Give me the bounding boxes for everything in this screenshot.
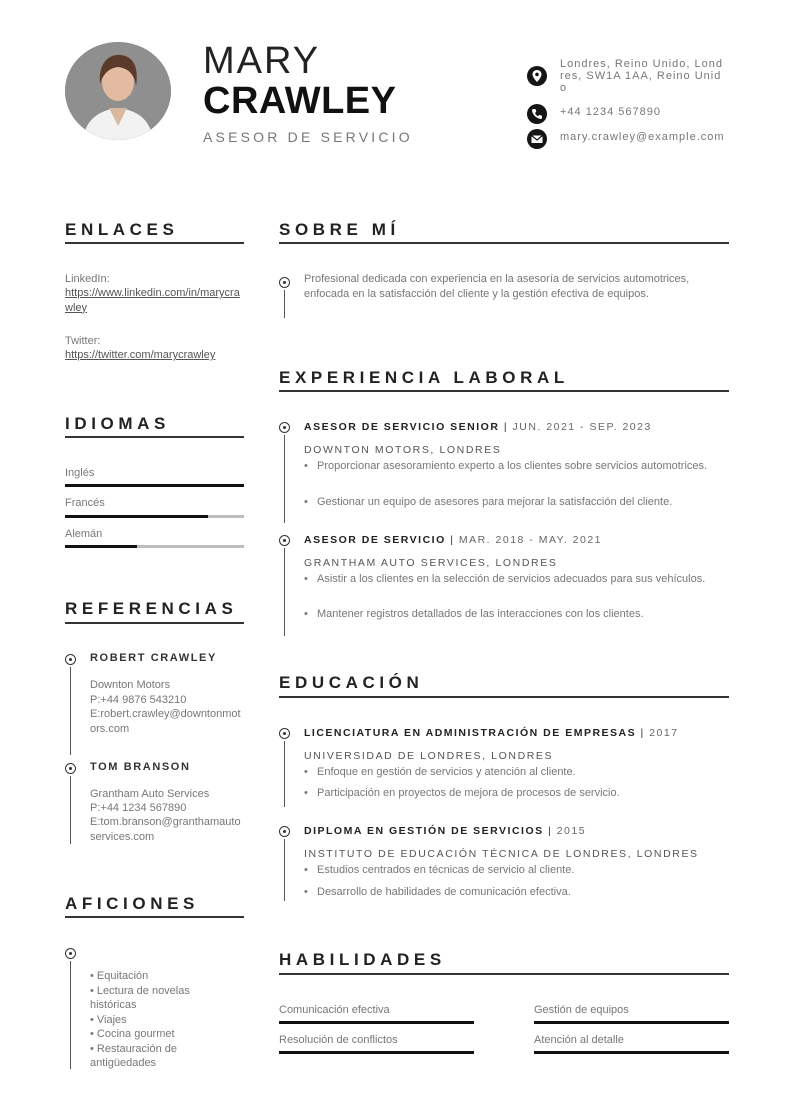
last-name: CRAWLEY [203,80,397,122]
job-bullet-text: Mantener registros detallados de las interacciones con los clientes. [317,608,644,620]
timeline-line [284,548,285,636]
portrait-image [65,42,171,140]
email-text: mary.crawley@example.com [560,131,725,143]
job-bullet: • Mantener registros detallados de las interacciones con los clientes. [304,608,644,620]
hobby-item: • Equitación [90,970,149,982]
timeline-dot [279,826,290,837]
reference-email: E:tom.branson@granthamautoservices.com [90,816,241,843]
education-year: 2015 [556,825,587,837]
job-separator: | [503,421,509,433]
hobby-item: • Cocina gourmet [90,1028,175,1040]
reference-email: E:robert.crawley@downtonmotors.com [90,708,241,735]
languages-divider [65,436,244,438]
skill-name: Comunicación efectiva [279,1004,390,1016]
address-text: Londres, Reino Unido, Londres, SW1A 1AA, Reino Unido [560,58,723,94]
education-bullet-text: Estudios centrados en técnicas de servicio al cliente. [317,864,575,876]
education-bullet-text: Enfoque en gestión de servicios y atención al cliente. [317,766,576,778]
reference-name: TOM BRANSON [90,761,191,773]
job-bullet: • Gestionar un equipo de asesores para mejorar la satisfacción del cliente. [304,496,673,508]
job-bullet: • Asistir a los clientes en la selección de servicios adecuados para sus vehículos. [304,573,706,585]
linkedin-label: LinkedIn: [65,273,110,285]
language-bar-fill [65,545,137,548]
job-role: ASESOR DE SERVICIO SENIOR [304,421,500,433]
education-bullet: • Enfoque en gestión de servicios y atención al cliente. [304,766,576,778]
references-section-title: REFERENCIAS [65,599,238,618]
timeline-dot [279,535,290,546]
phone-icon [527,104,547,124]
linkedin-link[interactable]: https://www.linkedin.com/in/marycrawley [65,287,240,314]
language-name: Alemán [65,528,103,540]
twitter-label: Twitter: [65,335,101,347]
reference-name: ROBERT CRAWLEY [90,652,217,664]
job-separator: | [450,534,455,546]
profile-photo [65,42,171,140]
education-school: INSTITUTO DE EDUCACIÓN TÉCNICA DE LONDRES, LONDRES [304,848,699,860]
skill-name: Resolución de conflictos [279,1034,398,1046]
links-divider [65,242,244,244]
about-section-title: SOBRE MÍ [279,220,400,239]
job-bullet-text: Asistir a los clientes en la selección de servicios adecuados para sus vehículos. [317,573,706,585]
education-bullet-text: Desarrollo de habilidades de comunicación efectiva. [317,886,571,898]
skill-bar-fill [534,1021,729,1024]
language-bar-fill [65,515,208,518]
links-section-title: ENLACES [65,220,179,239]
timeline-line [70,961,71,1069]
timeline-dot [65,654,76,665]
language-bar-fill [65,484,244,487]
education-bullet: • Estudios centrados en técnicas de servicio al cliente. [304,864,575,876]
experience-section-title: EXPERIENCIA LABORAL [279,368,569,387]
education-year: 2017 [649,727,679,739]
skills-section-title: HABILIDADES [279,950,446,969]
twitter-link[interactable]: https://twitter.com/marycrawley [65,349,216,361]
job-title: ASESOR DE SERVICIO [203,129,413,145]
job-role: ASESOR DE SERVICIO [304,534,446,546]
job-company: GRANTHAM AUTO SERVICES, LONDRES [304,557,558,569]
hobby-list [90,969,220,1071]
hobby-item: • Restauración de antigüedades [90,1042,178,1069]
language-name: Inglés [65,467,95,479]
education-heading [304,727,734,739]
experience-divider [279,390,729,392]
timeline-dot [65,763,76,774]
phone-text: +44 1234 567890 [560,106,661,118]
reference-company: Grantham Auto Services [90,788,210,800]
language-name: Francés [65,497,105,509]
reference-company: Downton Motors [90,679,171,691]
contact-info [527,58,727,158]
timeline-line [284,839,285,901]
hobbies-divider [65,916,244,918]
timeline-line [284,290,285,318]
skill-bar-fill [279,1051,474,1054]
job-company: DOWNTON MOTORS, LONDRES [304,444,502,456]
first-name: MARY [203,40,321,82]
education-degree: DIPLOMA EN GESTIÓN DE SERVICIOS [304,825,544,837]
hobby-item: • Viajes [90,1013,127,1026]
job-bullet-text: Proporcionar asesoramiento experto a los clientes sobre servicios automotrices. [317,460,708,472]
job-bullet: • Proporcionar asesoramiento experto a los clientes sobre servicios automotrices. [304,460,708,472]
skill-bar-fill [279,1021,474,1024]
hobbies-section-title: AFICIONES [65,894,199,913]
education-school: UNIVERSIDAD DE LONDRES, LONDRES [304,750,554,762]
location-pin-icon [527,66,547,86]
education-divider [279,696,729,698]
job-heading [304,534,734,546]
job-dates: MAR. 2018 - MAY. 2021 [458,534,603,546]
timeline-line [70,776,71,844]
timeline-line [284,435,285,523]
timeline-line [284,741,285,807]
education-separator: | [640,727,645,739]
education-section-title: EDUCACIÓN [279,673,424,692]
education-heading [304,825,734,837]
timeline-dot [65,948,76,959]
education-degree: LICENCIATURA EN ADMINISTRACIÓN DE EMPRESAS [304,727,637,739]
skill-name: Gestión de equipos [534,1004,629,1016]
hobby-item: • Lectura de novelas históricas [90,984,190,1011]
reference-phone: P:+44 9876 543210 [90,694,187,706]
education-bullet: • Participación en proyectos de mejora de procesos de servicio. [304,787,620,799]
references-divider [65,622,244,624]
job-heading [304,421,734,433]
reference-phone: P:+44 1234 567890 [90,802,187,814]
job-dates: JUN. 2021 - SEP. 2023 [512,421,652,433]
languages-section-title: IDIOMAS [65,414,170,433]
education-bullet-text: Participación en proyectos de mejora de procesos de servicio. [317,787,620,799]
timeline-dot [279,277,290,288]
job-bullet-text: Gestionar un equipo de asesores para mejorar la satisfacción del cliente. [317,496,673,508]
timeline-dot [279,422,290,433]
skill-bar-fill [534,1051,729,1054]
about-divider [279,242,729,244]
envelope-icon [527,129,547,149]
skill-name: Atención al detalle [534,1034,624,1046]
timeline-line [70,667,71,755]
timeline-dot [279,728,290,739]
education-separator: | [548,825,553,837]
about-text: Profesional dedicada con experiencia en la asesoría de servicios automotrices, enfocada en la satisfacción del cliente y la gestión efectiva de equipos. [304,273,690,300]
education-bullet: • Desarrollo de habilidades de comunicación efectiva. [304,886,571,898]
skills-divider [279,973,729,975]
